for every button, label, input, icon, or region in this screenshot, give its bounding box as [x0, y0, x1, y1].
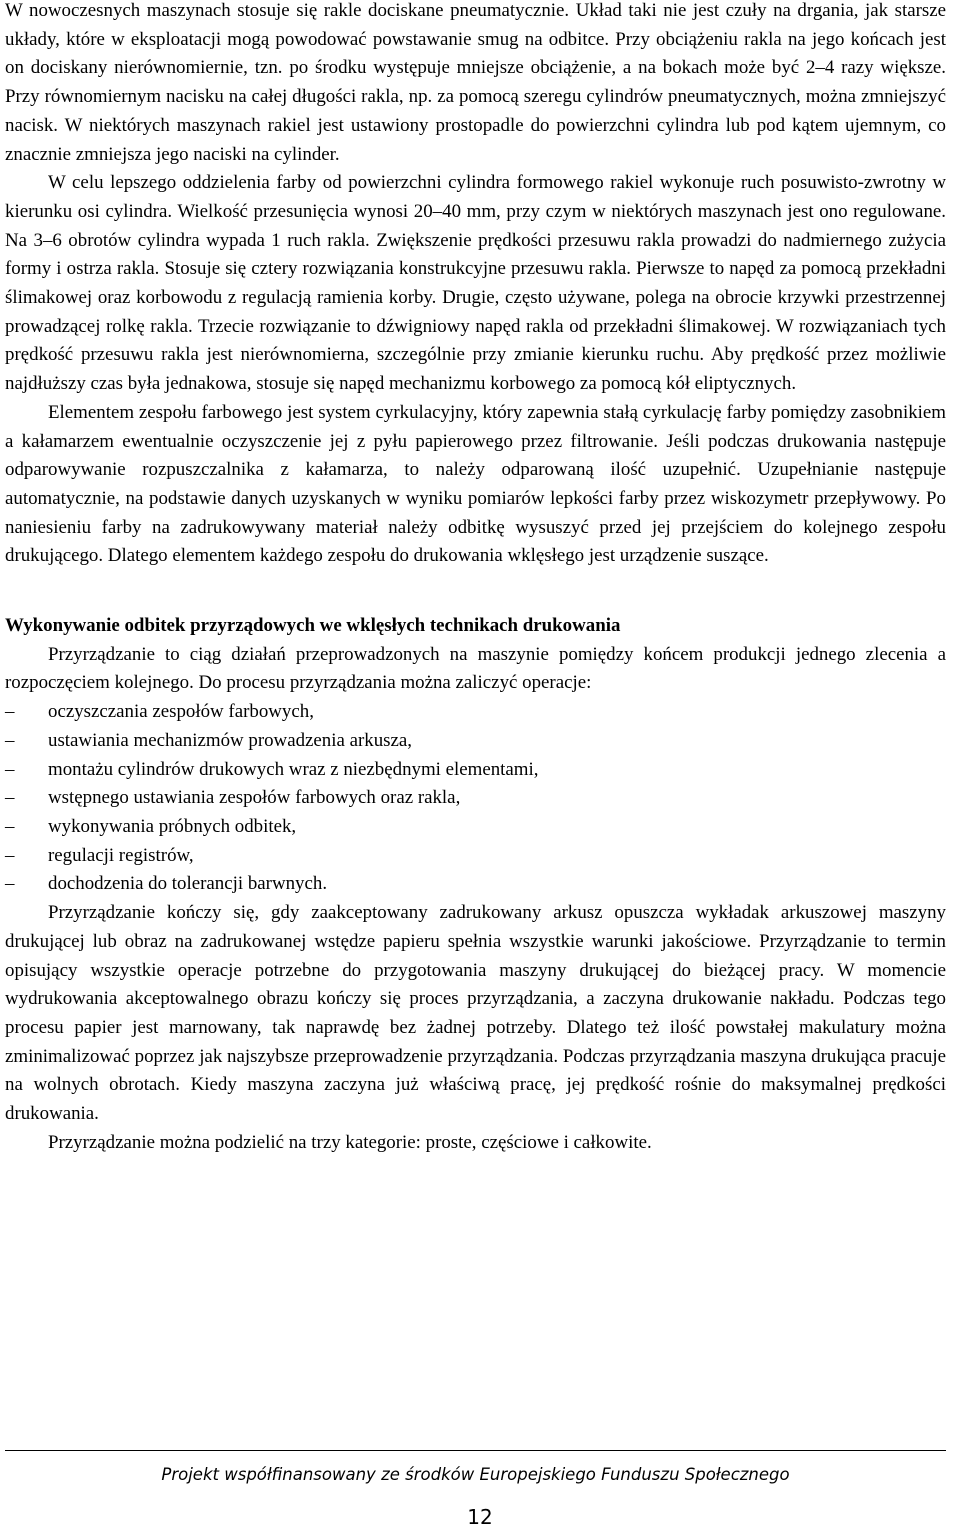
section-heading: Wykonywanie odbitek przyrządowych we wklęsłych technikach drukowania — [5, 615, 621, 637]
list-item — [5, 756, 946, 785]
list-item-text: wykonywania próbnych odbitek, — [48, 815, 297, 837]
list-item — [5, 842, 946, 871]
list-item — [5, 698, 946, 727]
page-footer — [5, 1450, 946, 1485]
list-item-text: oczyszczania zespołów farbowych, — [48, 701, 314, 723]
paragraph-pneumatic-squeegee: W nowoczesnych maszynach stosuje się rakle dociskane pneumatycznie. Układ taki nie jest czuły na drgania, jak starsze układy, które w eksploatacji mogą powodować powstawanie smug na odbitce. Przy obciążeniu rakla na jego końcach jest on dociskany nierównomiernie, tzn. po środku występuje mniejsze obciążenie, a na bokach może być 2–4 razy większe. Przy równomiernym nacisku na całej długości rakla, np. za pomocą szeregu cylindrów pneumatycznych, można zmniejszyć nacisk. W niektórych maszynach rakiel jest ustawiony prostopadle do powierzchni cylindra lub pod kątem ujemnym, co znacznie zmniejsza jego naciski na cylinder. — [5, 0, 946, 165]
list-item-text: ustawiania mechanizmów prowadzenia arkusza, — [48, 729, 413, 751]
list-item-text: wstępnego ustawiania zespołów farbowych oraz rakla, — [48, 787, 461, 809]
operations-list — [5, 698, 946, 899]
dash-marker: – — [5, 787, 15, 809]
page-number: 12 — [467, 1505, 493, 1529]
list-item — [5, 784, 946, 813]
list-item-text: regulacji registrów, — [48, 844, 194, 866]
dash-marker: – — [5, 873, 15, 895]
paragraph-squeegee-motion: W celu lepszego oddzielenia farby od powierzchni cylindra formowego rakiel wykonuje ruch posuwisto-zwrotny w kierunku osi cylindra. Wielkość przesunięcia wynosi 20–40 mm, przy czym w niektórych maszynach jest ono regulowane. Na 3–6 obrotów cylindra wypada 1 ruch rakla. Zwiększenie prędkości przesuwu rakla prowadzi do nadmiernego zużycia formy i ostrza rakla. Stosuje się cztery rozwiązania konstrukcyjne przesuwu rakla. Pierwsze to napęd za pomocą przekładni ślimakowej oraz korbowodu z regulacją ramienia korby. Drugie, często używane, polega na obrocie krzywki przestrzennej prowadzącej rolkę rakla. Trzecie rozwiązanie to dźwigniowy napęd rakla od przekładni ślimakowej. W rozwiązaniach tych prędkość przesuwu rakla jest nierównomierna, szczególnie przy zmianie kierunku ruchu. Aby prędkość przez możliwie najdłuższy czas była jednakowa, stosuje się napęd mechanizmu korbowego za pomocą kół eliptycznych. — [5, 172, 946, 395]
paragraph-makeready-intro: Przyrządzanie to ciąg działań przeprowadzonych na maszynie pomiędzy końcem produkcji jednego zlecenia a rozpoczęciem kolejnego. Do procesu przyrządzania można zaliczyć operacje: — [5, 643, 946, 694]
list-item-text: montażu cylindrów drukowych wraz z niezbędnymi elementami, — [48, 758, 539, 780]
dash-marker: – — [5, 701, 15, 723]
list-item — [5, 813, 946, 842]
list-item — [5, 870, 946, 899]
dash-marker: – — [5, 729, 15, 751]
dash-marker: – — [5, 815, 15, 837]
dash-marker: – — [5, 844, 15, 866]
list-item-text: dochodzenia do tolerancji barwnych. — [48, 873, 328, 895]
dash-marker: – — [5, 758, 15, 780]
paragraph-makeready-end: Przyrządzanie kończy się, gdy zaakceptowany zadrukowany arkusz opuszcza wykładak arkuszowej maszyny drukującej lub obraz na zadrukowanej wstędze papieru spełnia wszystkie warunki jakościowe. Przyrządzanie to termin opisujący wszystkie operacje potrzebne do przygotowania maszyny drukującej do bieżącej pracy. W momencie wydrukowania akceptowalnego obrazu kończy się proces przyrządzania, a zaczyna drukowanie nakładu. Podczas tego procesu papier jest marnowany, tak naprawdę bez żadnej potrzeby. Dlatego też ilość powstałej makulatury można zminimalizować poprzez jak najszybsze przeprowadzenie przyrządzania. Podczas przyrządzania maszyna drukująca pracuje na wolnych obrotach. Kiedy maszyna zaczyna już właściwą pracę, jej prędkość rośnie do maksymalnej prędkości drukowania. — [5, 902, 946, 1125]
footer-funding-note: Projekt współfinansowany ze środków Europejskiego Funduszu Społecznego — [161, 1465, 790, 1484]
list-item — [5, 727, 946, 756]
paragraph-makeready-categories: Przyrządzanie można podzielić na trzy kategorie: proste, częściowe i całkowite. — [48, 1131, 652, 1153]
paragraph-circulation-system: Elementem zespołu farbowego jest system cyrkulacyjny, który zapewnia stałą cyrkulację farby pomiędzy zasobnikiem a kałamarzem ewentualnie oczyszczenie jej z pyłu papierowego przez filtrowanie. Jeśli podczas drukowania następuje odparowywanie rozpuszczalnika z kałamarza, to należy odparowaną ilość uzupełnić. Uzupełnianie następuje automatycznie, na podstawie danych uzyskanych w wyniku pomiarów lepkości farby przez wiskozymetr przepływowy. Po naniesieniu farby na zadrukowywany materiał należy odbitkę wysuszyć przed jej przejściem do kolejnego zespołu drukującego. Dlatego elementem każdego zespołu do drukowania wklęsłego jest urządzenie suszące. — [5, 401, 946, 567]
footer-divider — [5, 1450, 946, 1451]
